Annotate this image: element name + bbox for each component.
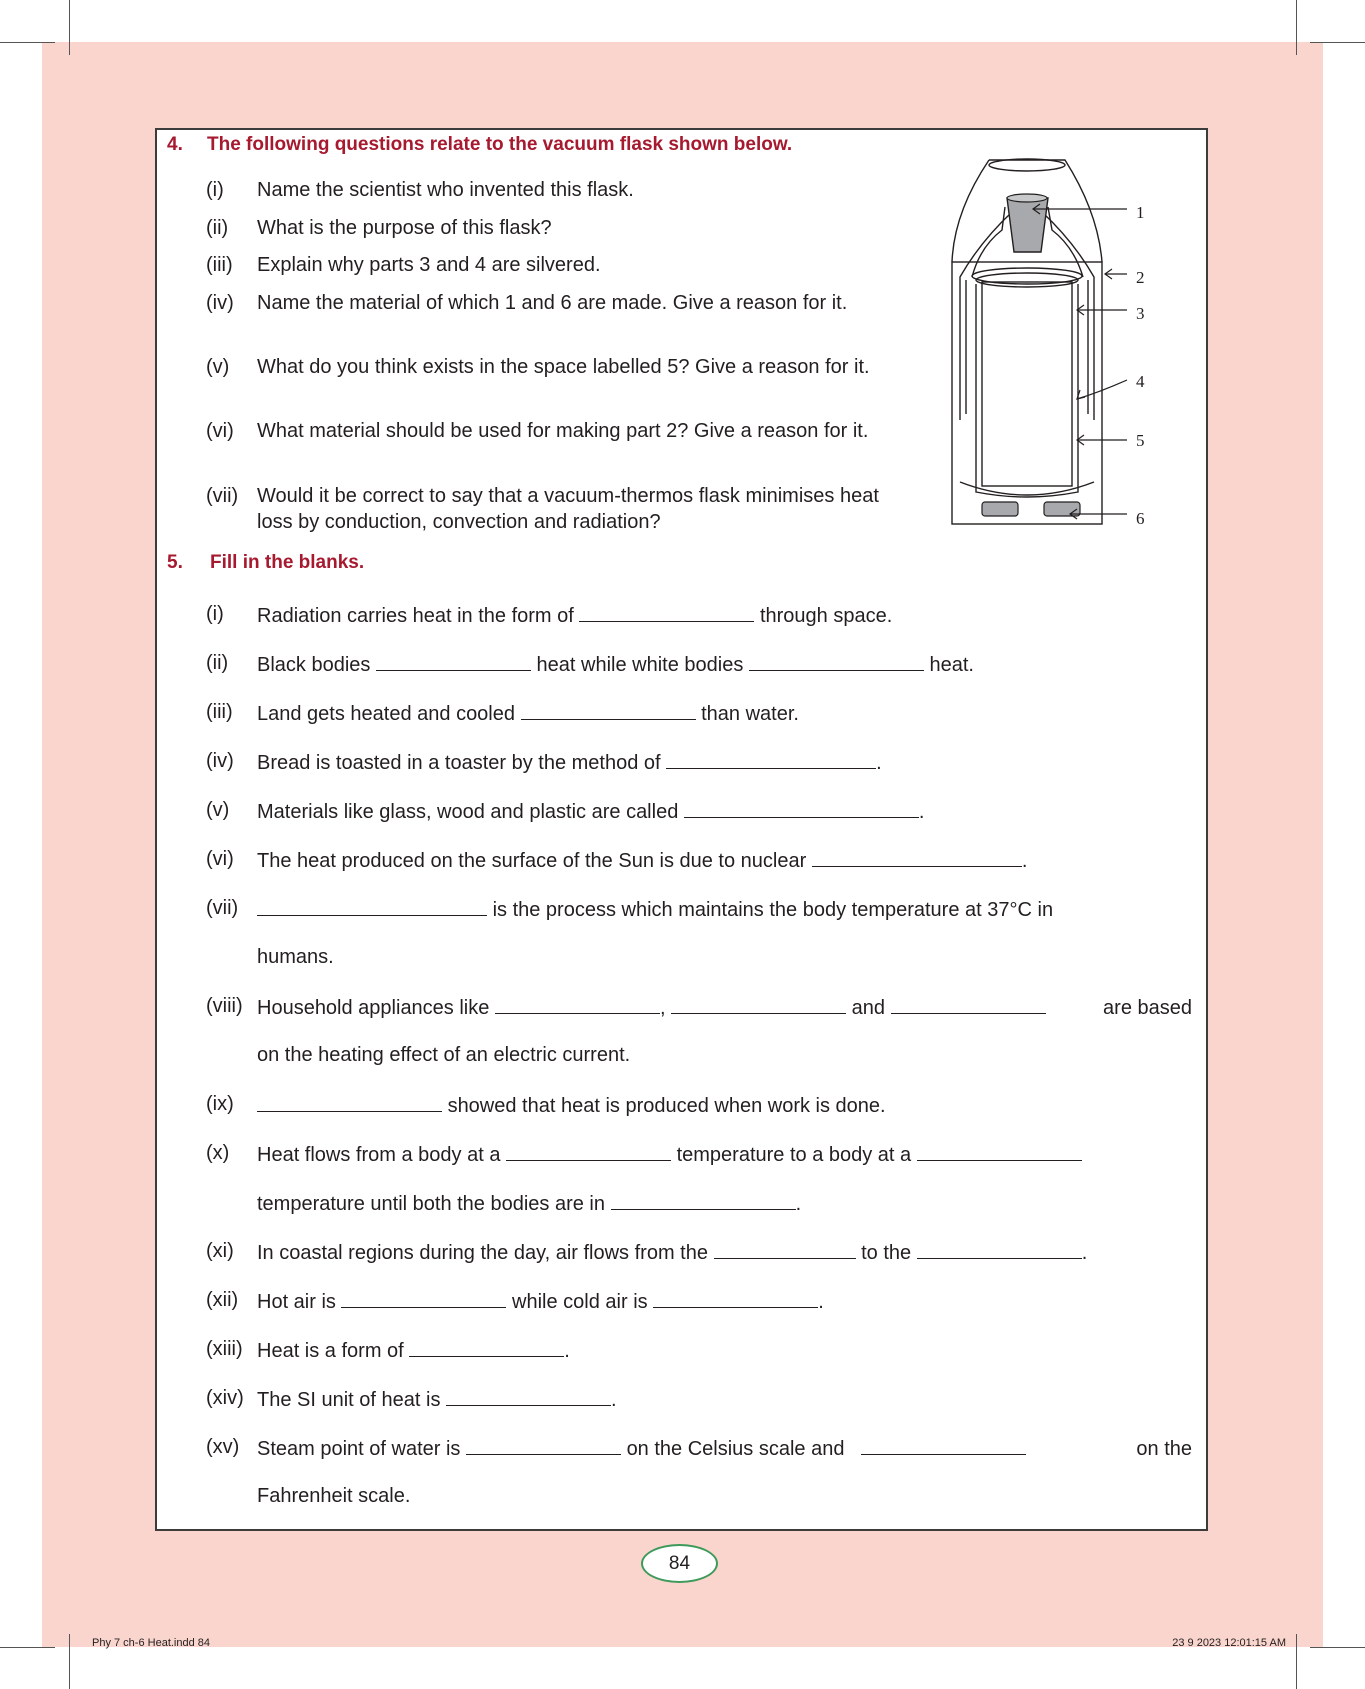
- q5-item-label: (x): [206, 1142, 230, 1164]
- q5-text: showed that heat is produced when work is done.: [447, 1095, 886, 1117]
- q5-text: ,: [659, 997, 666, 1019]
- q5-item-label: (xi): [206, 1240, 234, 1262]
- q5-text: while cold air is: [512, 1291, 648, 1313]
- q5-item-label: (xiv): [206, 1387, 244, 1409]
- crop-mark: [1310, 1647, 1365, 1648]
- label-3: 3: [1136, 304, 1145, 323]
- q5-heading: [167, 552, 364, 574]
- answer-blank[interactable]: [466, 1434, 621, 1455]
- q5-text: Heat flows from a body at a: [257, 1144, 501, 1166]
- q5-text: on the: [1136, 1438, 1192, 1460]
- q4-item-label: (iv): [206, 292, 234, 314]
- vacuum-flask-diagram: [940, 152, 1170, 542]
- q5-item-label: (v): [206, 799, 230, 821]
- crop-mark: [69, 1634, 70, 1689]
- q5-text: Materials like glass, wood and plastic are called: [257, 801, 679, 823]
- q4-item-label: (v): [206, 356, 230, 378]
- answer-blank[interactable]: [653, 1287, 818, 1308]
- answer-blank[interactable]: [506, 1140, 671, 1161]
- q5-text: and: [851, 997, 885, 1019]
- q5-text: .: [564, 1340, 570, 1362]
- crop-mark: [1296, 0, 1297, 55]
- flask-cap-top: [989, 159, 1065, 171]
- q5-text: The SI unit of heat is: [257, 1389, 441, 1411]
- q5-text: to the: [861, 1242, 912, 1264]
- answer-blank[interactable]: [891, 993, 1046, 1014]
- q5-text: Hot air is: [257, 1291, 336, 1313]
- q5-text: Land gets heated and cooled: [257, 703, 515, 725]
- q5-text: .: [795, 1193, 802, 1215]
- q5-text: on the heating effect of an electric current.: [257, 1044, 631, 1066]
- crop-mark: [0, 42, 55, 43]
- q5-text: The heat produced on the surface of the Sun is due to nuclear: [257, 850, 807, 872]
- q5-number: 5.: [167, 552, 183, 573]
- answer-blank[interactable]: [257, 895, 487, 916]
- label-6: 6: [1136, 509, 1145, 528]
- q5-text: temperature to a body at a: [676, 1144, 912, 1166]
- q5-text: Heat is a form of: [257, 1340, 404, 1362]
- q4-item-text: Would it be correct to say that a vacuum-thermos flask minimises heat loss by conduction, convection and radiation?: [257, 485, 879, 533]
- q4-item-label: (i): [206, 179, 224, 201]
- answer-blank[interactable]: [376, 650, 531, 671]
- q4-item-text: Name the scientist who invented this flask.: [257, 179, 634, 201]
- answer-blank[interactable]: [666, 748, 876, 769]
- q5-text: are based: [1103, 997, 1192, 1019]
- answer-blank[interactable]: [579, 601, 754, 622]
- q5-text: Fahrenheit scale.: [257, 1485, 411, 1507]
- label-1: 1: [1136, 203, 1145, 222]
- q5-text: heat.: [929, 654, 974, 676]
- crop-mark: [69, 0, 70, 55]
- answer-blank[interactable]: [671, 993, 846, 1014]
- q5-item-label: (ii): [206, 652, 229, 674]
- q5-text: Black bodies: [257, 654, 371, 676]
- q5-text: .: [876, 752, 882, 774]
- label-5: 5: [1136, 431, 1145, 450]
- page-number: 84: [641, 1544, 718, 1583]
- q5-text: heat while white bodies: [536, 654, 744, 676]
- answer-blank[interactable]: [495, 993, 660, 1014]
- q5-text: .: [918, 801, 925, 823]
- q5-item-label: (ix): [206, 1093, 234, 1115]
- q4-item-label: (ii): [206, 217, 229, 239]
- answer-blank[interactable]: [812, 846, 1022, 867]
- flask-inner-vessel: [982, 282, 1072, 486]
- q5-item-label: (xiii): [206, 1338, 243, 1360]
- q5-heading-text: Fill in the blanks.: [210, 552, 365, 573]
- q4-item-label: (vii): [206, 485, 239, 507]
- answer-blank[interactable]: [341, 1287, 506, 1308]
- footer-timestamp: 23 9 2023 12:01:15 AM: [1172, 1637, 1286, 1649]
- q5-item-label: (iii): [206, 701, 233, 723]
- crop-mark: [1296, 1634, 1297, 1689]
- answer-blank[interactable]: [521, 699, 696, 720]
- q4-item-text: What is the purpose of this flask?: [257, 217, 552, 239]
- answer-blank[interactable]: [611, 1189, 796, 1210]
- q4-item-text: What do you think exists in the space labelled 5? Give a reason for it.: [257, 356, 870, 378]
- q5-text: humans.: [257, 946, 334, 968]
- q5-text: .: [818, 1291, 824, 1313]
- q5-text: Household appliances like: [257, 997, 490, 1019]
- q5-text: through space.: [759, 605, 893, 627]
- q5-item-label: (iv): [206, 750, 234, 772]
- q4-number: 4.: [167, 134, 183, 155]
- q5-text: In coastal regions during the day, air flows from the: [257, 1242, 708, 1264]
- answer-blank[interactable]: [446, 1385, 611, 1406]
- q5-text: .: [1021, 850, 1028, 872]
- q5-item-label: (vii): [206, 897, 239, 919]
- q4-item-text: Explain why parts 3 and 4 are silvered.: [257, 254, 601, 276]
- footer-file-info: Phy 7 ch-6 Heat.indd 84: [92, 1637, 211, 1649]
- answer-blank[interactable]: [917, 1140, 1082, 1161]
- q5-item-label: (xv): [206, 1436, 240, 1458]
- q5-item-label: (xii): [206, 1289, 239, 1311]
- q5-text: .: [611, 1389, 617, 1411]
- label-4: 4: [1136, 372, 1145, 391]
- q4-item-label: (vi): [206, 420, 234, 442]
- q5-text: Steam point of water is: [257, 1438, 461, 1460]
- q5-item-label: (i): [206, 603, 224, 625]
- q5-item-label: (viii): [206, 995, 243, 1017]
- q4-heading: [167, 134, 792, 156]
- answer-blank[interactable]: [684, 797, 919, 818]
- answer-blank[interactable]: [257, 1091, 442, 1112]
- q5-text: .: [1081, 1242, 1088, 1264]
- q5-text: than water.: [701, 703, 799, 725]
- answer-blank[interactable]: [714, 1238, 856, 1259]
- answer-blank[interactable]: [917, 1238, 1082, 1259]
- crop-mark: [0, 1647, 55, 1648]
- answer-blank[interactable]: [409, 1336, 564, 1357]
- label-2: 2: [1136, 268, 1145, 287]
- q5-text: Radiation carries heat in the form of: [257, 605, 574, 627]
- q5-text: temperature until both the bodies are in: [257, 1193, 605, 1215]
- q5-item-label: (vi): [206, 848, 234, 870]
- answer-blank[interactable]: [861, 1434, 1026, 1455]
- q4-item-label: (iii): [206, 254, 233, 276]
- flask-stopper: [1007, 198, 1048, 252]
- q4-item-text: What material should be used for making part 2? Give a reason for it.: [257, 420, 869, 442]
- q4-item-text: Name the material of which 1 and 6 are made. Give a reason for it.: [257, 292, 848, 314]
- q5-text: Bread is toasted in a toaster by the method of: [257, 752, 661, 774]
- q4-heading-text: The following questions relate to the vacuum flask shown below.: [207, 134, 793, 155]
- flask-support-left: [982, 502, 1018, 516]
- answer-blank[interactable]: [749, 650, 924, 671]
- q5-text: on the Celsius scale and: [626, 1438, 845, 1460]
- q5-text: is the process which maintains the body temperature at 37°C in: [492, 899, 1054, 921]
- crop-mark: [1310, 42, 1365, 43]
